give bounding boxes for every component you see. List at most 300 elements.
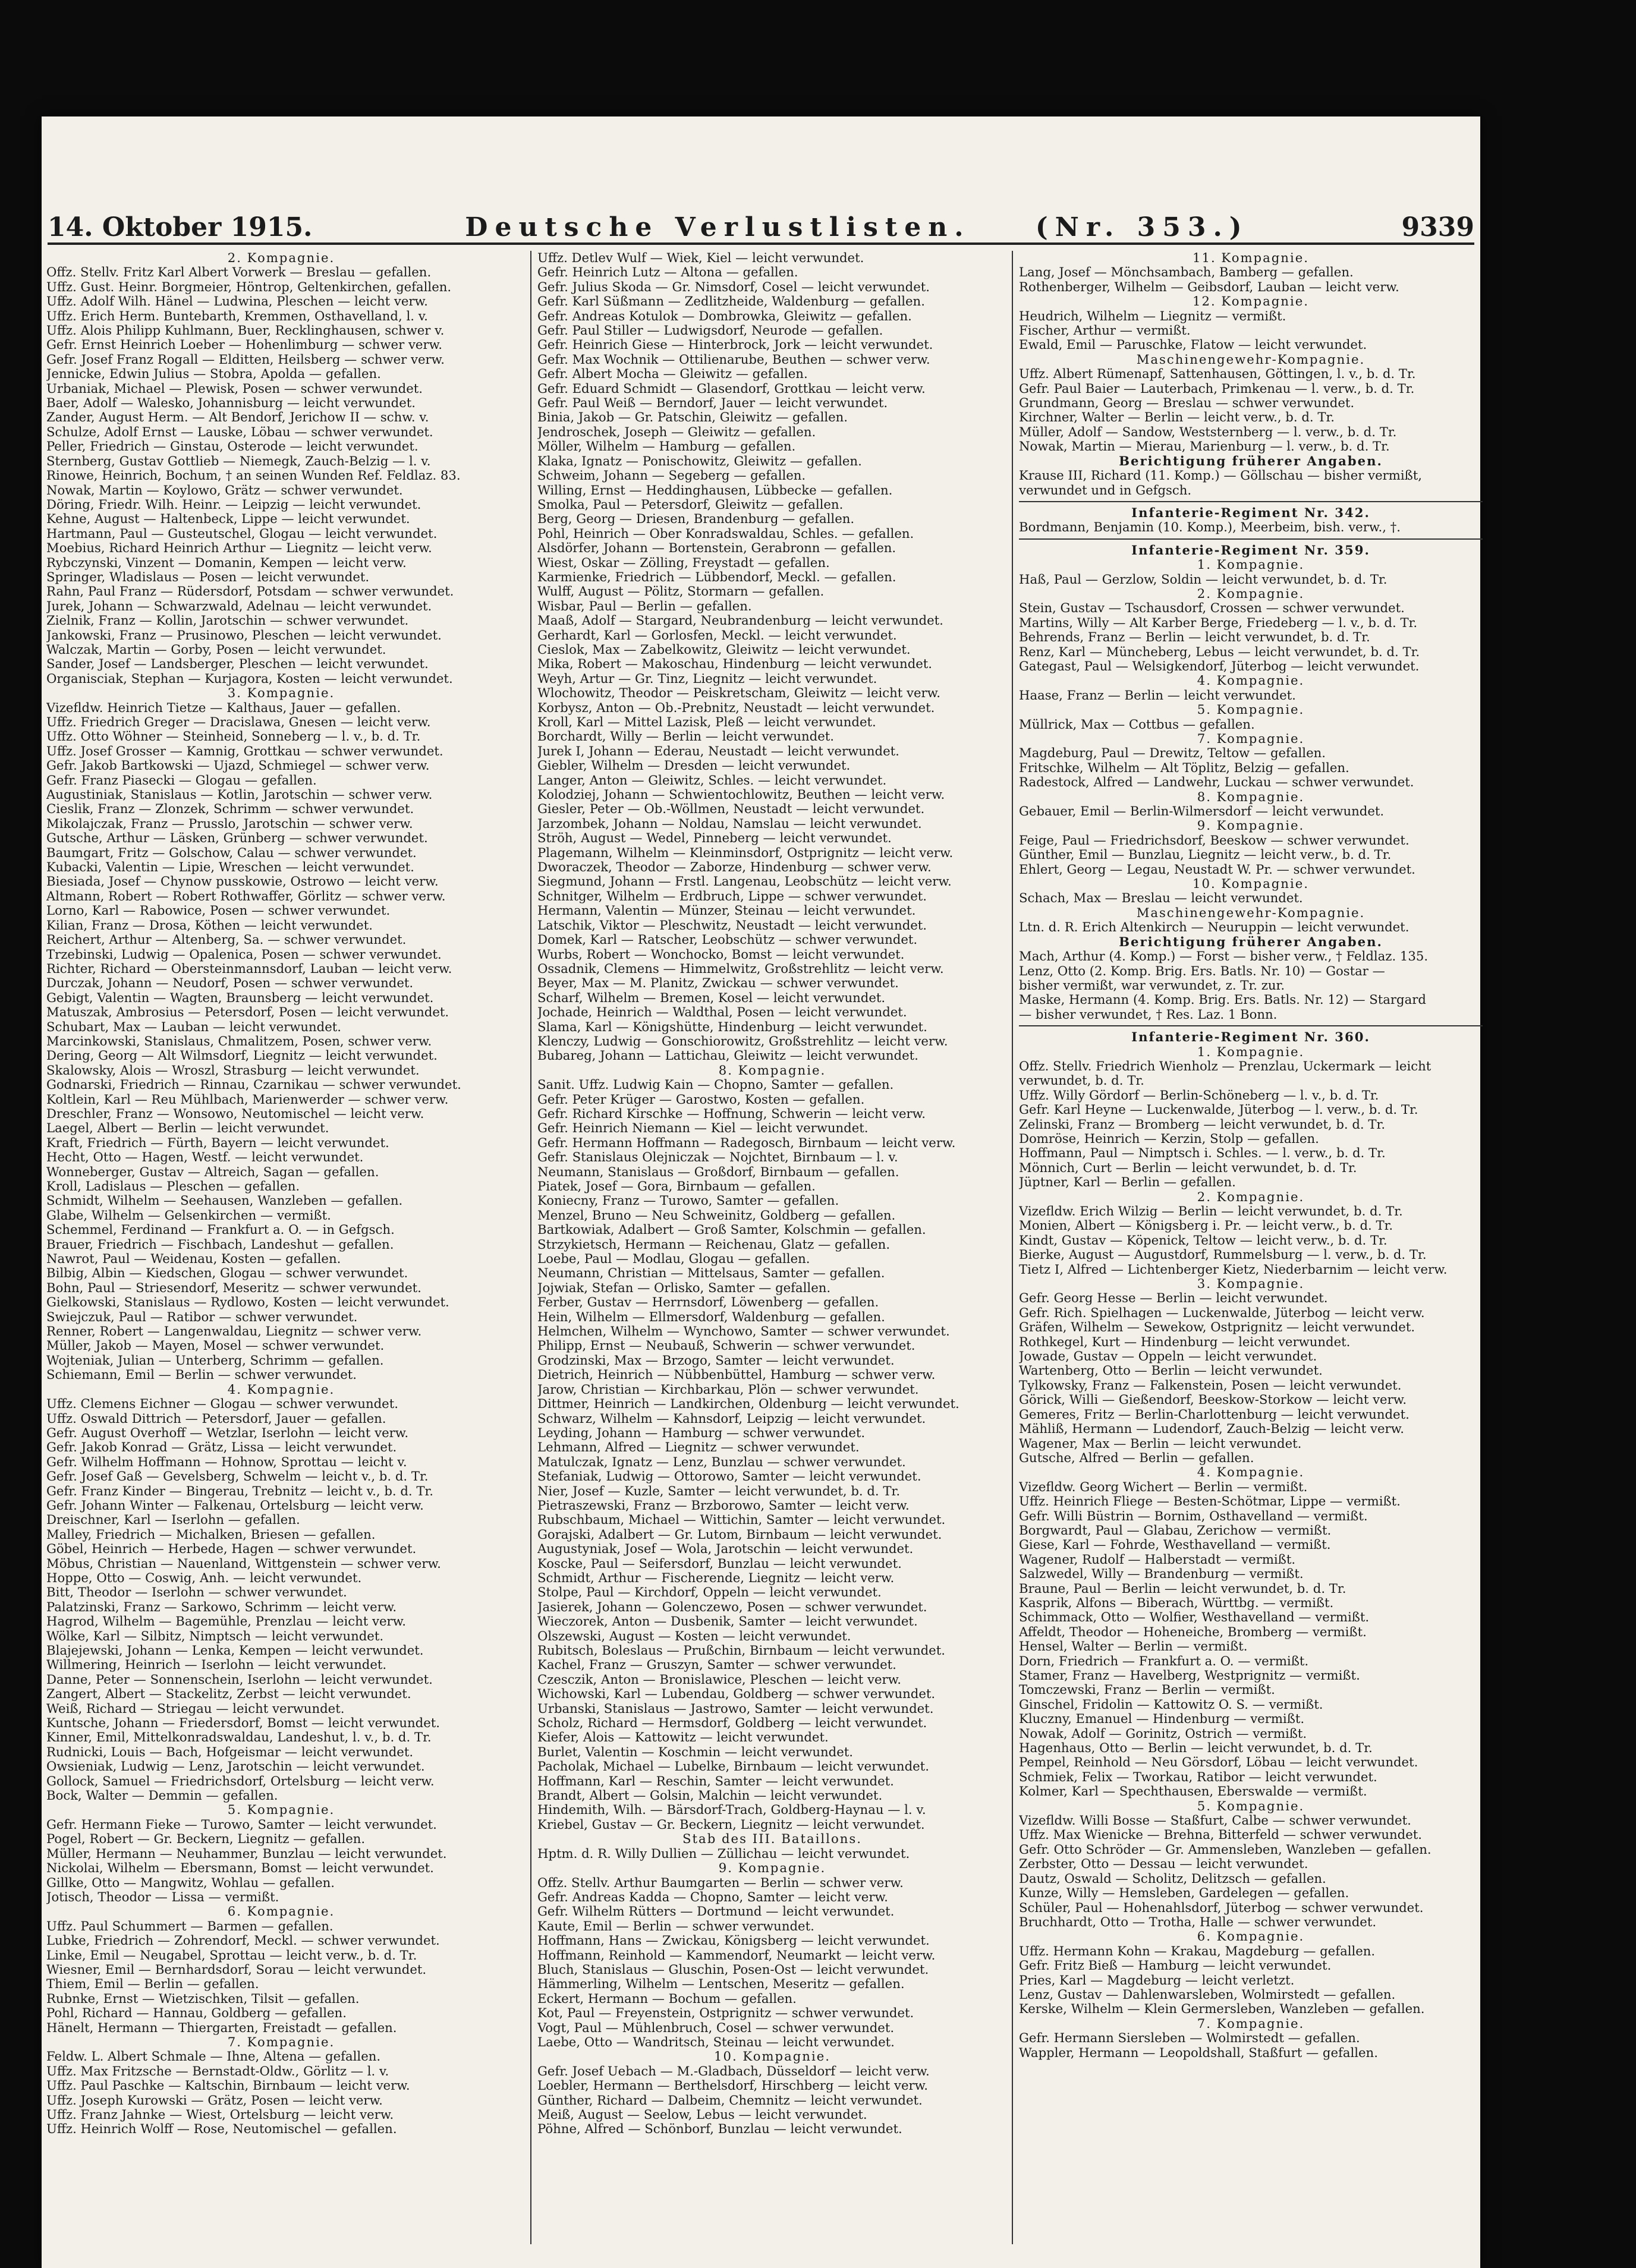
casualty-entry: Vizefldw. Erich Wilzig — Berlin — leicht verwundet, b. d. Tr. (1019, 1204, 1403, 1218)
casualty-entry: Meiß, August — Seelow, Lebus — leicht verwundet. (537, 2108, 867, 2122)
casualty-entry: Gefr. Josef Franz Rogall — Elditten, Heilsberg — schwer verw. (46, 352, 445, 367)
casualty-entry: Laegel, Albert — Berlin — leicht verwundet. (46, 1121, 329, 1136)
casualty-entry: Gräfen, Wilhelm — Sewekow, Ostprignitz — leicht verwundet. (1019, 1320, 1415, 1335)
casualty-entry: Bitt, Theodor — Iserlohn — schwer verwundet. (46, 1585, 347, 1600)
casualty-entry: Giese, Karl — Fohrde, Westhavelland — vermißt. (1019, 1538, 1331, 1552)
casualty-entry: Gefr. Josef Uebach — M.-Gladbach, Düsseldorf — leicht verw. (537, 2064, 930, 2078)
casualty-entry: Maske, Hermann (4. Komp. Brig. Ers. Batls. Nr. 12) — Stargard (1019, 993, 1426, 1007)
casualty-entry: Renz, Karl — Müncheberg, Lebus — leicht verwundet, b. d. Tr. (1019, 644, 1420, 659)
casualty-entry: Giebler, Wilhelm — Dresden — leicht verwundet. (537, 758, 851, 773)
casualty-entry: Martins, Willy — Alt Karber Berge, Friedeberg — l. v., b. d. Tr. (1019, 615, 1418, 630)
casualty-entry: Jennicke, Edwin Julius — Stobra, Apolda — gefallen. (46, 367, 381, 382)
casualty-entry: Nowak, Martin — Koylowo, Grätz — schwer verwundet. (46, 483, 403, 497)
casualty-entry: Gefr. Paul Baier — Lauterbach, Primkenau — l. verw., b. d. Tr. (1019, 381, 1415, 396)
casualty-entry: Lehmann, Alfred — Liegnitz — schwer verwundet. (537, 1440, 860, 1455)
casualty-entry: Danne, Peter — Sonnenschein, Iserlohn — leicht verwundet. (46, 1672, 433, 1687)
company-heading: 3. Kompagnie. (227, 686, 335, 701)
casualty-entry: Sanit. Uffz. Ludwig Kain — Chopno, Samter — gefallen. (537, 1078, 894, 1092)
company-heading: 5. Kompagnie. (1197, 1798, 1305, 1813)
casualty-entry: Haß, Paul — Gerzlow, Soldin — leicht verwundet, b. d. Tr. (1019, 572, 1388, 587)
casualty-entry: Hecht, Otto — Hagen, Westf. — leicht verwundet. (46, 1150, 364, 1165)
casualty-entry: Jurek I, Johann — Ederau, Neustadt — leicht verwundet. (537, 744, 899, 758)
casualty-entry: Sternberg, Gustav Gottlieb — Niemegk, Zauch-Belzig — l. v. (46, 453, 431, 468)
casualty-entry: Schiemann, Emil — Berlin — schwer verwundet. (46, 1368, 357, 1382)
company-heading: 4. Kompagnie. (227, 1382, 335, 1397)
company-heading: 1. Kompagnie. (1197, 557, 1305, 572)
casualty-entry: Skalowsky, Alois — Wroszl, Strasburg — leicht verwundet. (46, 1063, 420, 1078)
casualty-entry: Gefr. Wilhelm Hoffmann — Hohnow, Sprottau — leicht v. (46, 1454, 407, 1469)
casualty-entry: Ltn. d. R. Erich Altenkirch — Neuruppin — leicht verwundet. (1019, 920, 1410, 935)
casualty-entry: Augustyniak, Josef — Wola, Jarotschin — leicht verwundet. (537, 1542, 914, 1557)
casualty-entry: Kehne, August — Haltenbeck, Lippe — leicht verwundet. (46, 512, 410, 527)
casualty-entry: Uffz. Clemens Eichner — Glogau — schwer verwundet. (46, 1397, 398, 1412)
casualty-entry: Kriebel, Gustav — Gr. Beckern, Liegnitz — leicht verwundet. (537, 1817, 925, 1832)
casualty-entry: Kolmer, Karl — Spechthausen, Eberswalde — vermißt. (1019, 1784, 1367, 1799)
company-heading: 7. Kompagnie. (1197, 2016, 1305, 2031)
casualty-entry: Gielkowski, Stanislaus — Rydlowo, Kosten — leicht verwundet. (46, 1295, 449, 1310)
casualty-entry: Kraft, Friedrich — Fürth, Bayern — leicht verwundet. (46, 1135, 389, 1150)
casualty-entry: Gefr. Stanislaus Olejniczak — Nojchtet, Birnbaum — l. v. (537, 1150, 898, 1165)
casualty-entry: Slama, Karl — Königshütte, Hindenburg — leicht verwundet. (537, 1019, 927, 1034)
casualty-entry: Ewald, Emil — Paruschke, Flatow — leicht verwundet. (1019, 338, 1367, 352)
casualty-entry: Biesiada, Josef — Chynow pusskowie, Ostrowo — leicht verw. (46, 874, 439, 889)
casualty-entry: Wiest, Oskar — Zölling, Freystadt — gefallen. (537, 555, 830, 570)
casualty-entry: Kolodziej, Johann — Schwientochlowitz, Beuthen — leicht verw. (537, 788, 945, 802)
casualty-entry: Rudnicki, Louis — Bach, Hofgeismar — leicht verwundet. (46, 1744, 414, 1759)
casualty-entry: Zander, August Herm. — Alt Bendorf, Jerichow II — schw. v. (46, 410, 429, 425)
casualty-entry: Jotisch, Theodor — Lissa — vermißt. (46, 1889, 279, 1904)
casualty-entry: Pohl, Heinrich — Ober Konradswaldau, Schles. — gefallen. (537, 526, 914, 541)
casualty-entry: Dreschler, Franz — Wonsowo, Neutomischel — leicht verw. (46, 1106, 424, 1121)
casualty-entry: Gutsche, Arthur — Läsken, Grünberg — schwer verwundet. (46, 831, 428, 846)
casualty-entry: Hoffmann, Paul — Nimptsch i. Schles. — l. verw., b. d. Tr. (1019, 1146, 1386, 1161)
casualty-entry: Feige, Paul — Friedrichsdorf, Beeskow — schwer verwundet. (1019, 833, 1410, 848)
casualty-entry: Rubitsch, Boleslaus — Prußchin, Birnbaum — leicht verwundet. (537, 1643, 945, 1658)
casualty-entry: Jarow, Christian — Kirchbarkau, Plön — schwer verwundet. (537, 1382, 919, 1397)
page-number: 9339 (1401, 212, 1474, 242)
casualty-entry: Nowak, Adolf — Gorinitz, Ostrich — vermißt. (1019, 1726, 1307, 1741)
issue-date: 14. Oktober 1915. (48, 212, 313, 242)
company-heading: 10. Kompagnie. (714, 2049, 830, 2064)
casualty-entry: Mikolajczak, Franz — Prusslo, Jarotschin — schwer verw. (46, 816, 413, 831)
casualty-entry: Alsdörfer, Johann — Bortenstein, Gerabronn — gefallen. (537, 541, 896, 556)
casualty-entry: Schimmack, Otto — Wolfier, Westhavelland — vermißt. (1019, 1610, 1370, 1625)
casualty-entry: Gefr. Albert Mocha — Gleiwitz — gefallen. (537, 367, 808, 382)
casualty-entry: Schmidt, Wilhelm — Seehausen, Wanzleben — gefallen. (46, 1193, 403, 1208)
casualty-entry: Baer, Adolf — Walesko, Johannisburg — leicht verwundet. (46, 396, 416, 411)
publication-name: Deutsche Verlustlisten. (465, 212, 971, 242)
publication-title (465, 212, 1248, 242)
casualty-entry: Pietraszewski, Franz — Brzborowo, Samter — leicht verw. (537, 1498, 910, 1513)
casualty-entry: Owsieniak, Ludwig — Lenz, Jarotschin — leicht verwundet. (46, 1759, 425, 1774)
section-divider (1019, 501, 1483, 502)
casualty-entry: Kuntsche, Johann — Friedersdorf, Bomst — leicht verwundet. (46, 1716, 441, 1731)
column-2 (530, 251, 1007, 2244)
casualty-entry: Müller, Jakob — Mayen, Mosel — schwer verwundet. (46, 1338, 385, 1353)
casualty-entry: Kilian, Franz — Drosa, Köthen — leicht verwundet. (46, 918, 373, 933)
casualty-entry: Hänelt, Hermann — Thiergarten, Freistadt — gefallen. (46, 2020, 397, 2035)
casualty-entry: Göbel, Heinrich — Herbede, Hagen — schwer verwundet. (46, 1542, 417, 1557)
casualty-entry: Matuszak, Ambrosius — Petersdorf, Posen — leicht verwundet. (46, 1005, 449, 1020)
casualty-entry: Kaute, Emil — Berlin — schwer verwundet. (537, 1919, 814, 1933)
casualty-entry: Mönnich, Curt — Berlin — leicht verwundet, b. d. Tr. (1019, 1160, 1357, 1175)
casualty-entry: Müller, Adolf — Sandow, Weststernberg — l. verw., b. d. Tr. (1019, 424, 1397, 439)
company-heading: 9. Kompagnie. (1197, 818, 1305, 833)
casualty-entry: Schach, Max — Breslau — leicht verwundet. (1019, 891, 1303, 906)
casualty-entry: Maaß, Adolf — Stargard, Neubrandenburg — leicht verwundet. (537, 613, 943, 628)
casualty-entry: Uffz. Friedrich Greger — Dracislawa, Gnesen — leicht verw. (46, 715, 431, 729)
casualty-entry: Ginschel, Fridolin — Kattowitz O. S. — vermißt. (1019, 1697, 1323, 1712)
casualty-entry: Müllrick, Max — Cottbus — gefallen. (1019, 717, 1255, 732)
casualty-entry: Borgwardt, Paul — Glabau, Zerichow — vermißt. (1019, 1523, 1332, 1538)
casualty-entry: Nowak, Martin — Mierau, Marienburg — l. verw., b. d. Tr. (1019, 439, 1390, 454)
casualty-entry: Jüptner, Karl — Berlin — gefallen. (1019, 1175, 1236, 1190)
casualty-entry: Uffz. Paul Paschke — Kaltschin, Birnbaum — leicht verw. (46, 2078, 410, 2093)
casualty-entry: Monien, Albert — Königsberg i. Pr. — leicht verw., b. d. Tr. (1019, 1218, 1393, 1233)
company-heading: 12. Kompagnie. (1193, 294, 1309, 309)
casualty-entry: Dreischner, Karl — Iserlohn — gefallen. (46, 1513, 300, 1527)
casualty-entry: Stolpe, Paul — Kirchdorf, Oppeln — leicht verwundet. (537, 1585, 882, 1600)
casualty-entry: Marcinkowski, Stanislaus, Chmalitzem, Posen, schwer verw. (46, 1034, 432, 1048)
casualty-entry: Schubart, Max — Lauban — leicht verwundet. (46, 1019, 342, 1034)
casualty-entry: Kiefer, Alois — Kattowitz — leicht verwundet. (537, 1730, 829, 1745)
casualty-entry: Hagrod, Wilhelm — Bagemühle, Prenzlau — leicht verw. (46, 1614, 407, 1629)
casualty-entry: Rinowe, Heinrich, Bochum, † an seinen Wunden Ref. Feldlaz. 83. (46, 468, 461, 483)
casualty-entry: Stefaniak, Ludwig — Ottorowo, Samter — leicht verwundet. (537, 1469, 921, 1484)
casualty-entry: Borchardt, Willy — Berlin — leicht verwundet. (537, 729, 834, 744)
casualty-entry: Gefr. Richard Kirschke — Hoffnung, Schwerin — leicht verw. (537, 1106, 926, 1121)
casualty-entry: Urbaniak, Michael — Plewisk, Posen — schwer verwundet. (46, 381, 423, 396)
company-heading: 4. Kompagnie. (1197, 1465, 1305, 1480)
casualty-entry: Koniecny, Franz — Turowo, Samter — gefallen. (537, 1193, 839, 1208)
casualty-entry: Uffz. Gust. Heinr. Borgmeier, Höntrop, Geltenkirchen, gefallen. (46, 279, 452, 294)
casualty-entry: Mähliß, Hermann — Ludendorf, Zauch-Belzig — leicht verw. (1019, 1422, 1404, 1437)
casualty-entry: Gefr. Fritz Bieß — Hamburg — leicht verwundet. (1019, 1958, 1332, 1973)
casualty-entry: Uffz. Joseph Kurowski — Grätz, Posen — leicht verw. (46, 2093, 383, 2108)
casualty-entry: Tomczewski, Franz — Berlin — vermißt. (1019, 1683, 1275, 1697)
casualty-entry: Willing, Ernst — Heddinghausen, Lübbecke — gefallen. (537, 483, 893, 497)
casualty-entry: Uffz. Max Fritzsche — Bernstadt-Oldw., Görlitz — l. v. (46, 2064, 389, 2078)
company-heading: 5. Kompagnie. (227, 1803, 335, 1817)
casualty-entry: Wölke, Karl — Silbitz, Nimptsch — leicht verwundet. (46, 1628, 384, 1643)
casualty-entry: Philipp, Ernst — Neubauß, Schwerin — schwer verwundet. (537, 1338, 915, 1353)
casualty-entry: Grundmann, Georg — Breslau — schwer verwundet. (1019, 396, 1355, 411)
casualty-entry: Langer, Anton — Gleiwitz, Schles. — leicht verwundet. (537, 773, 887, 788)
casualty-entry: Rothkegel, Kurt — Hindenburg — leicht verwundet. (1019, 1334, 1351, 1349)
casualty-entry: Sander, Josef — Landsberger, Pleschen — leicht verwundet. (46, 657, 429, 672)
casualty-entry: Kachel, Franz — Gruszyn, Samter — schwer verwundet. (537, 1658, 896, 1672)
casualty-entry: Ehlert, Georg — Legau, Neustadt W. Pr. — schwer verwundet. (1019, 862, 1415, 877)
casualty-entry: Bock, Walter — Demmin — gefallen. (46, 1788, 278, 1803)
casualty-entry: Latschik, Viktor — Pleschwitz, Neustadt — leicht verwundet. (537, 918, 927, 933)
casualty-entry: Berg, Georg — Driesen, Brandenburg — gefallen. (537, 512, 855, 527)
casualty-entry: Jojwiak, Stefan — Orlisko, Samter — gefallen. (537, 1280, 831, 1295)
casualty-entry: Gillke, Otto — Mangwitz, Wohlau — gefallen. (46, 1875, 335, 1890)
casualty-entry: Bordmann, Benjamin (10. Komp.), Meerbeim, bish. verw., †. (1019, 520, 1401, 535)
casualty-entry: Gemeres, Fritz — Berlin-Charlottenburg — leicht verwundet. (1019, 1407, 1410, 1422)
casualty-entry: Menzel, Bruno — Neu Schweinitz, Goldberg — gefallen. (537, 1208, 896, 1223)
casualty-entry: Gefr. Hermann Hoffmann — Radegosch, Birnbaum — leicht verw. (537, 1135, 956, 1150)
casualty-entry: bisher vermißt, war verwundet, z. Tr. zur. (1019, 978, 1285, 993)
casualty-entry: Gefr. Ernst Heinrich Loeber — Hohenlimburg — schwer verw. (46, 338, 442, 352)
casualty-entry: Kindt, Gustav — Köpenick, Teltow — leicht verw., b. d. Tr. (1019, 1233, 1388, 1248)
casualty-entry: Gefr. Franz Kinder — Bingerau, Trebnitz — leicht v., b. d. Tr. (46, 1483, 434, 1498)
casualty-entry: — bisher verwundet, † Res. Laz. 1 Bonn. (1019, 1007, 1278, 1022)
company-heading: 2. Kompagnie. (227, 251, 335, 265)
casualty-entry: Hoffmann, Reinhold — Kammendorf, Neumarkt — leicht verw. (537, 1948, 936, 1963)
column-1 (46, 251, 516, 2244)
casualty-entry: Kerske, Wilhelm — Klein Germersleben, Wanzleben — gefallen. (1019, 2002, 1425, 2017)
casualty-entry: Brauer, Friedrich — Fischbach, Landeshut — gefallen. (46, 1237, 394, 1252)
casualty-entry: Hein, Wilhelm — Ellmersdorf, Waldenburg — gefallen. (537, 1309, 885, 1324)
casualty-entry: Pogel, Robert — Gr. Beckern, Liegnitz — gefallen. (46, 1832, 366, 1847)
casualty-entry: Lenz, Gustav — Dahlenwarsleben, Wolmirstedt — gefallen. (1019, 1987, 1396, 2002)
casualty-entry: Uffz. Josef Grosser — Kamnig, Grottkau — schwer verwundet. (46, 744, 443, 758)
casualty-entry: Beyer, Max — M. Planitz, Zwickau — schwer verwundet. (537, 976, 899, 991)
casualty-entry: Hoppe, Otto — Coswig, Anh. — leicht verwundet. (46, 1570, 362, 1585)
company-heading: 11. Kompagnie. (1193, 251, 1309, 265)
casualty-entry: Bluch, Stanislaus — Gluschin, Posen-Ost — leicht verwundet. (537, 1962, 929, 1977)
casualty-entry: Uffz. Adolf Wilh. Hänel — Ludwina, Pleschen — leicht verw. (46, 294, 428, 309)
casualty-entry: Kluczny, Emanuel — Hindenburg — vermißt. (1019, 1712, 1305, 1727)
casualty-entry: Uffz. Willy Gördorf — Berlin-Schöneberg — l. v., b. d. Tr. (1019, 1088, 1379, 1102)
casualty-entry: Kinner, Emil, Mittelkonradswaldau, Landeshut, l. v., b. d. Tr. (46, 1730, 432, 1745)
casualty-entry: Wagener, Max — Berlin — leicht verwundet. (1019, 1436, 1302, 1451)
casualty-entry: Scholz, Richard — Hermsdorf, Goldberg — leicht verwundet. (537, 1716, 927, 1731)
casualty-entry: Zielnik, Franz — Kollin, Jarotschin — schwer verwundet. (46, 613, 409, 628)
casualty-entry: Domröse, Heinrich — Kerzin, Stolp — gefallen. (1019, 1131, 1319, 1146)
casualty-entry: Jendroschek, Joseph — Gleiwitz — gefallen. (537, 424, 816, 439)
casualty-entry: Laebe, Otto — Wandritsch, Steinau — leicht verwundet. (537, 2034, 895, 2049)
casualty-entry: Giesler, Peter — Ob.-Wöllmen, Neustadt — leicht verwundet. (537, 802, 925, 817)
casualty-entry: Ferber, Gustav — Herrnsdorf, Löwenberg — gefallen. (537, 1295, 879, 1310)
casualty-entry: Renner, Robert — Langenwaldau, Liegnitz — schwer verw. (46, 1324, 422, 1339)
casualty-entry: Affeldt, Theodor — Hoheneiche, Bromberg — vermißt. (1019, 1624, 1367, 1639)
company-heading: 6. Kompagnie. (1197, 1929, 1305, 1944)
casualty-entry: Gefr. Max Wochnik — Ottilienarube, Beuthen — schwer verw. (537, 352, 930, 367)
casualty-entry: Rubschbaum, Michael — Wittichin, Samter — leicht verwundet. (537, 1513, 946, 1527)
casualty-entry: Pohl, Richard — Hannau, Goldberg — gefallen. (46, 2006, 347, 2021)
casualty-entry: verwundet, b. d. Tr. (1019, 1073, 1144, 1088)
casualty-entry: Vizefldw. Heinrich Tietze — Kalthaus, Jauer — gefallen. (46, 700, 401, 715)
casualty-entry: Organisciak, Stephan — Kurjagora, Kosten — leicht verwundet. (46, 671, 453, 686)
casualty-entry: Hensel, Walter — Berlin — vermißt. (1019, 1639, 1248, 1654)
casualty-entry: Bohn, Paul — Striesendorf, Meseritz — schwer verwundet. (46, 1280, 421, 1295)
casualty-entry: Uffz. Hermann Kohn — Krakau, Magdeburg — gefallen. (1019, 1943, 1376, 1958)
casualty-entry: Korbysz, Anton — Ob.-Prebnitz, Neustadt — leicht verwundet. (537, 700, 935, 715)
casualty-entry: Baumgart, Fritz — Golschow, Calau — schwer verwundet. (46, 845, 417, 860)
casualty-entry: Döring, Friedr. Wilh. Heinr. — Leipzig — leicht verwundet. (46, 497, 421, 512)
casualty-entry: Jurek, Johann — Schwarzwald, Adelnau — leicht verwundet. (46, 598, 432, 613)
casualty-entry: Uffz. Max Wienicke — Brehna, Bitterfeld — schwer verwundet. (1019, 1828, 1422, 1842)
casualty-entry: Koltlein, Karl — Reu Mühlbach, Marienwerder — schwer verw. (46, 1092, 449, 1107)
casualty-entry: Durczak, Johann — Neudorf, Posen — schwer verwundet. (46, 976, 414, 991)
casualty-entry: Uffz. Erich Herm. Buntebarth, Kremmen, Osthavelland, l. v. (46, 308, 428, 323)
casualty-entry: Dautz, Oswald — Scholitz, Delitzsch — gefallen. (1019, 1871, 1326, 1886)
casualty-entry: Uffz. Heinrich Wolff — Rose, Neutomischel — gefallen. (46, 2122, 397, 2137)
casualty-entry: Wlochowitz, Theodor — Peiskretscham, Gleiwitz — leicht verw. (537, 686, 941, 701)
casualty-entry: Rahn, Paul Franz — Rüdersdorf, Potsdam — schwer verwundet. (46, 584, 454, 599)
newspaper-page (42, 116, 1480, 2268)
section-divider (1019, 1025, 1483, 1026)
casualty-entry: Schulze, Adolf Ernst — Lauske, Löbau — schwer verwundet. (46, 424, 433, 439)
casualty-entry: Uffz. Otto Wöhner — Steinheid, Sonneberg — l. v., b. d. Tr. (46, 729, 421, 744)
casualty-entry: Kubacki, Valentin — Lipie, Wreschen — leicht verwundet. (46, 860, 414, 875)
casualty-entry: Cieslik, Franz — Zlonzek, Schrimm — schwer verwundet. (46, 802, 414, 817)
casualty-entry: Stein, Gustav — Tschausdorf, Crossen — schwer verwundet. (1019, 601, 1405, 616)
casualty-entry: Gefr. Heinrich Giese — Hinterbrock, Jork — leicht verwundet. (537, 338, 933, 352)
casualty-entry: Gollock, Samuel — Friedrichsdorf, Ortelsburg — leicht verw. (46, 1774, 435, 1788)
casualty-entry: Gefr. Andreas Kotulok — Dombrowka, Gleiwitz — gefallen. (537, 308, 912, 323)
section-heading: Infanterie-Regiment Nr. 359. (1131, 543, 1370, 557)
casualty-entry: Kroll, Ladislaus — Pleschen — gefallen. (46, 1179, 300, 1193)
casualty-entry: Karmienke, Friedrich — Lübbendorf, Meckl. — gefallen. (537, 569, 896, 584)
casualty-entry: Gefr. Hermann Fieke — Turowo, Samter — leicht verwundet. (46, 1817, 437, 1832)
casualty-entry: Bruchhardt, Otto — Trotha, Halle — schwer verwundet. (1019, 1914, 1377, 1929)
casualty-entry: Olszewski, August — Kosten — leicht verwundet. (537, 1628, 851, 1643)
casualty-entry: Hoffmann, Karl — Reschin, Samter — leicht verwundet. (537, 1774, 894, 1788)
casualty-entry: Wartenberg, Otto — Berlin — leicht verwundet. (1019, 1363, 1323, 1378)
casualty-entry: Ossadnik, Clemens — Himmelwitz, Großstrehlitz — leicht verw. (537, 961, 944, 976)
casualty-entry: Dworaczek, Theodor — Zaborze, Hindenburg — schwer verw. (537, 860, 932, 875)
casualty-entry: Offz. Stellv. Arthur Baumgarten — Berlin — schwer verw. (537, 1875, 904, 1890)
casualty-entry: Gefr. Paul Stiller — Ludwigsdorf, Neurode — gefallen. (537, 323, 883, 338)
casualty-entry: Pries, Karl — Magdeburg — leicht verletzt. (1019, 1973, 1295, 1987)
casualty-entry: Günther, Emil — Bunzlau, Liegnitz — leicht verw., b. d. Tr. (1019, 848, 1392, 862)
casualty-entry: Gefr. Franz Piasecki — Glogau — gefallen. (46, 773, 317, 788)
casualty-entry: Gefr. Andreas Kadda — Chopno, Samter — leicht verw. (537, 1889, 888, 1904)
casualty-entry: Koscke, Paul — Seifersdorf, Bunzlau — leicht verwundet. (537, 1556, 902, 1571)
casualty-entry: Schwarz, Wilhelm — Kahnsdorf, Leipzig — leicht verwundet. (537, 1411, 926, 1426)
casualty-entry: Wichowski, Karl — Lubendau, Goldberg — schwer verwundet. (537, 1687, 936, 1702)
casualty-entry: Urbanski, Stanislaus — Jastrowo, Samter — leicht verwundet. (537, 1701, 934, 1716)
casualty-entry: Uffz. Albert Rümenapf, Sattenhausen, Göttingen, l. v., b. d. Tr. (1019, 367, 1416, 382)
casualty-entry: Gebigt, Valentin — Wagten, Braunsberg — leicht verwundet. (46, 990, 434, 1005)
casualty-entry: Domek, Karl — Ratscher, Leobschütz — schwer verwundet. (537, 933, 918, 947)
casualty-entry: Mach, Arthur (4. Komp.) — Forst — bisher verw., † Feldlaz. 135. (1019, 949, 1429, 964)
casualty-entry: Gebauer, Emil — Berlin-Wilmersdorf — leicht verwundet. (1019, 804, 1385, 819)
company-heading: 8. Kompagnie. (1197, 789, 1305, 804)
casualty-entry: Zerbster, Otto — Dessau — leicht verwundet. (1019, 1857, 1308, 1872)
casualty-entry: Uffz. Detlev Wulf — Wiek, Kiel — leicht verwundet. (537, 251, 864, 265)
casualty-entry: Altmann, Robert — Robert Rothwaffer, Görlitz — schwer verw. (46, 889, 446, 903)
casualty-entry: Schmidt, Arthur — Fischerende, Liegnitz — leicht verw. (537, 1570, 895, 1585)
casualty-entry: Gorajski, Adalbert — Gr. Lutom, Birnbaum — leicht verwundet. (537, 1527, 942, 1542)
casualty-entry: Jowade, Gustav — Oppeln — leicht verwundet. (1019, 1349, 1317, 1364)
casualty-entry: Offz. Stellv. Friedrich Wienholz — Prenzlau, Uckermark — leicht (1019, 1059, 1431, 1073)
company-heading: Stab des III. Bataillons. (682, 1832, 862, 1847)
casualty-entry: Lang, Josef — Mönchsambach, Bamberg — gefallen. (1019, 265, 1354, 280)
casualty-entry: Strzykietsch, Hermann — Reichenau, Glatz — gefallen. (537, 1237, 891, 1252)
casualty-entry: Jarzombek, Johann — Noldau, Namslau — leicht verwundet. (537, 816, 922, 831)
casualty-entry: Görick, Willi — Gießendorf, Beeskow-Storkow — leicht verw. (1019, 1393, 1407, 1407)
casualty-entry: Jochade, Heinrich — Waldthal, Posen — leicht verwundet. (537, 1005, 907, 1020)
casualty-entry: Vizefldw. Willi Bosse — Staßfurt, Calbe — schwer verwundet. (1019, 1813, 1411, 1828)
casualty-entry: Burlet, Valentin — Koschmin — leicht verwundet. (537, 1744, 854, 1759)
casualty-entry: verwundet und in Gefgsch. (1019, 483, 1192, 497)
casualty-entry: Gategast, Paul — Welsigkendorf, Jüterbog — leicht verwundet. (1019, 659, 1420, 673)
company-heading: Maschinengewehr-Kompagnie. (1136, 352, 1366, 367)
casualty-entry: Gerhardt, Karl — Gorlosfen, Meckl. — leicht verwundet. (537, 628, 897, 642)
company-heading: 6. Kompagnie. (227, 1904, 335, 1919)
casualty-entry: Palatzinski, Franz — Sarkowo, Schrimm — leicht verw. (46, 1599, 397, 1614)
casualty-entry: Zelinski, Franz — Bromberg — leicht verwundet, b. d. Tr. (1019, 1117, 1386, 1132)
casualty-entry: Augustiniak, Stanislaus — Kotlin, Jarotschin — schwer verw. (46, 788, 433, 802)
casualty-entry: Brandt, Albert — Golsin, Malchin — leicht verwundet. (537, 1788, 883, 1803)
casualty-entry: Gefr. Jakob Konrad — Grätz, Lissa — leicht verwundet. (46, 1440, 397, 1455)
casualty-entry: Hagenhaus, Otto — Berlin — leicht verwundet, b. d. Tr. (1019, 1741, 1373, 1756)
casualty-entry: Pempel, Reinhold — Neu Görsdorf, Löbau — leicht verwundet. (1019, 1755, 1418, 1770)
issue-number: (Nr. 353.) (1035, 212, 1249, 242)
casualty-entry: Gefr. Otto Schröder — Gr. Ammensleben, Wanzleben — gefallen. (1019, 1842, 1431, 1857)
casualty-entry: Nickolai, Wilhelm — Ebersmann, Bomst — leicht verwundet. (46, 1861, 434, 1876)
casualty-entry: Gefr. Rich. Spielhagen — Luckenwalde, Jüterbog — leicht verw. (1019, 1305, 1425, 1320)
casualty-entry: Lorno, Karl — Rabowice, Posen — schwer verwundet. (46, 903, 391, 918)
casualty-entry: Fischer, Arthur — vermißt. (1019, 323, 1191, 338)
casualty-entry: Eckert, Hermann — Bochum — gefallen. (537, 1991, 797, 2006)
casualty-entry: Wojteniak, Julian — Unterberg, Schrimm — gefallen. (46, 1353, 384, 1368)
section-heading: Infanterie-Regiment Nr. 342. (1131, 505, 1370, 520)
section-heading: Infanterie-Regiment Nr. 360. (1131, 1030, 1370, 1045)
company-heading: 1. Kompagnie. (1197, 1044, 1305, 1059)
casualty-entry: Hptm. d. R. Willy Dullien — Züllichau — leicht verwundet. (537, 1846, 910, 1861)
casualty-entry: Schnitger, Wilhelm — Erdbruch, Lippe — schwer verwundet. (537, 889, 927, 903)
casualty-entry: Gefr. Georg Hesse — Berlin — leicht verwundet. (1019, 1291, 1328, 1306)
casualty-entry: Wagener, Rudolf — Halberstadt — vermißt. (1019, 1552, 1296, 1567)
casualty-entry: Magdeburg, Paul — Drewitz, Teltow — gefallen. (1019, 746, 1326, 761)
casualty-entry: Uffz. Alois Philipp Kuhlmann, Buer, Recklinghausen, schwer v. (46, 323, 445, 338)
casualty-entry: Rothenberger, Wilhelm — Geibsdorf, Lauban — leicht verw. (1019, 279, 1399, 294)
casualty-entry: Springer, Wladislaus — Posen — leicht verwundet. (46, 569, 370, 584)
casualty-entry: Lenz, Otto (2. Komp. Brig. Ers. Batls. Nr. 10) — Gostar — (1019, 963, 1385, 978)
casualty-entry: Zangert, Albert — Stackelitz, Zerbst — leicht verwundet. (46, 1687, 411, 1702)
casualty-entry: Wappler, Hermann — Leopoldshall, Staßfurt — gefallen. (1019, 2045, 1378, 2060)
casualty-entry: Gefr. Hermann Siersleben — Wolmirstedt — gefallen. (1019, 2031, 1360, 2046)
casualty-entry: Helmchen, Wilhelm — Wynchowo, Samter — schwer verwundet. (537, 1324, 950, 1339)
casualty-entry: Krause III, Richard (11. Komp.) — Göllschau — bisher vermißt, (1019, 468, 1422, 483)
casualty-entry: Haase, Franz — Berlin — leicht verwundet. (1019, 688, 1296, 703)
casualty-entry: Wonneberger, Gustav — Altreich, Sagan — gefallen. (46, 1164, 379, 1179)
casualty-entry: Gefr. Julius Skoda — Gr. Nimsdorf, Cosel — leicht verwundet. (537, 279, 930, 294)
casualty-entry: Trzebinski, Ludwig — Opalenica, Posen — schwer verwundet. (46, 947, 442, 962)
casualty-entry: Rubnke, Ernst — Wietzischken, Tilsit — gefallen. (46, 1991, 360, 2006)
casualty-entry: Wisbar, Paul — Berlin — gefallen. (537, 598, 752, 613)
casualty-entry: Wurbs, Robert — Wonchocko, Bomst — leicht verwundet. (537, 947, 905, 962)
casualty-entry: Offz. Stellv. Fritz Karl Albert Vorwerk — Breslau — gefallen. (46, 265, 432, 280)
company-heading: 8. Kompagnie. (718, 1063, 826, 1078)
casualty-entry: Möller, Wilhelm — Hamburg — gefallen. (537, 439, 796, 454)
casualty-entry: Gutsche, Alfred — Berlin — gefallen. (1019, 1450, 1254, 1465)
casualty-entry: Ströh, August — Wedel, Pinneberg — leicht verwundet. (537, 831, 892, 846)
casualty-entry: Kroll, Karl — Mittel Lazisk, Pleß — leicht verwundet. (537, 715, 876, 729)
casualty-entry: Uffz. Paul Schummert — Barmen — gefallen. (46, 1919, 334, 1933)
column-3 (1012, 251, 1483, 2244)
casualty-entry: Hermann, Valentin — Münzer, Steinau — leicht verwundet. (537, 903, 916, 918)
casualty-entry: Neumann, Stanislaus — Großdorf, Birnbaum — gefallen. (537, 1164, 899, 1179)
casualty-entry: Gefr. Peter Krüger — Garostwo, Kosten — gefallen. (537, 1092, 865, 1107)
casualty-entry: Braune, Paul — Berlin — leicht verwundet, b. d. Tr. (1019, 1581, 1346, 1596)
casualty-entry: Dietrich, Heinrich — Nübbenbüttel, Hamburg — schwer verw. (537, 1368, 936, 1382)
casualty-entry: Peller, Friedrich — Ginstau, Osterode — leicht verwundet. (46, 439, 419, 454)
casualty-entry: Klaka, Ignatz — Ponischowitz, Gleiwitz — gefallen. (537, 453, 862, 468)
casualty-entry: Linke, Emil — Neugabel, Sprottau — leicht verw., b. d. Tr. (46, 1948, 417, 1963)
company-heading: 2. Kompagnie. (1197, 1189, 1305, 1204)
casualty-entry: Kirchner, Walter — Berlin — leicht verw., b. d. Tr. (1019, 410, 1335, 425)
casualty-entry: Radestock, Alfred — Landwehr, Luckau — schwer verwundet. (1019, 775, 1414, 790)
casualty-entry: Czesczik, Anton — Bronislawice, Pleschen — leicht verw. (537, 1672, 902, 1687)
casualty-entry: Stamer, Franz — Havelberg, Westprignitz — vermißt. (1019, 1668, 1360, 1683)
casualty-entry: Tylkowsky, Franz — Falkenstein, Posen — leicht verwundet. (1019, 1378, 1402, 1393)
